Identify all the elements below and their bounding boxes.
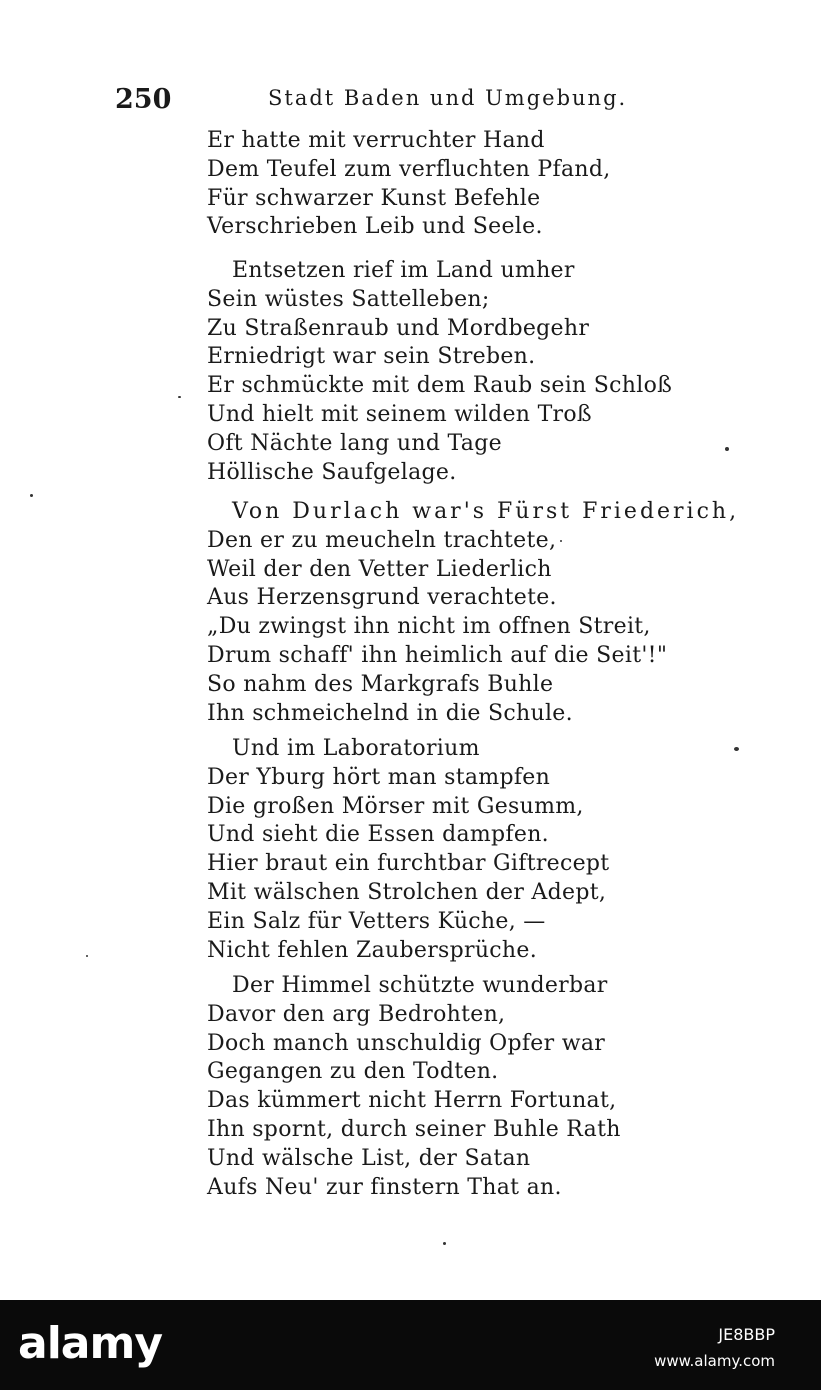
running-head: Stadt Baden und Umgebung.	[268, 86, 628, 110]
verse-line: Verschrieben Leib und Seele.	[207, 214, 543, 240]
verse-line: Und sieht die Essen dampfen.	[207, 822, 549, 848]
stanza-1	[207, 127, 611, 242]
verse-line: Sein wüstes Sattelleben;	[207, 286, 490, 312]
stanza-3	[207, 498, 739, 728]
stanza-4	[207, 735, 609, 965]
verse-line: Von Durlach war's Fürst Friederich,	[232, 499, 740, 524]
scan-speck	[178, 396, 181, 398]
scan-speck	[86, 955, 88, 957]
verse-line: Das kümmert nicht Herrn Fortunat,	[207, 1088, 617, 1114]
verse-line: „Du zwingst ihn nicht im offnen Streit,	[207, 614, 651, 640]
stanza-2	[207, 257, 672, 487]
page-number: 250	[115, 84, 172, 115]
verse-line: Aufs Neu' zur finstern That an.	[207, 1174, 562, 1200]
verse-line: Ihn spornt, durch seiner Buhle Rath	[207, 1116, 621, 1142]
stanza-5	[207, 972, 621, 1202]
scan-speck	[443, 1242, 446, 1245]
verse-line: Erniedrigt war sein Streben.	[207, 344, 536, 370]
image-id: JE8BBP	[718, 1325, 775, 1344]
verse-line: Drum schaff' ihn heimlich auf die Seit'!"	[207, 642, 668, 668]
verse-line: Aus Herzensgrund verachtete.	[207, 585, 557, 611]
verse-line: Entsetzen rief im Land umher	[232, 258, 575, 283]
verse-line: Doch manch unschuldig Opfer war	[207, 1030, 606, 1056]
verse-line: Und im Laboratorium	[232, 736, 480, 761]
verse-line: Und hielt mit seinem wilden Troß	[207, 401, 592, 427]
verse-line: Ihn schmeichelnd in die Schule.	[207, 700, 573, 726]
verse-line: Höllische Saufgelage.	[207, 459, 457, 485]
verse-line: Gegangen zu den Todten.	[207, 1059, 499, 1085]
verse-line: Für schwarzer Kunst Befehle	[207, 185, 541, 211]
verse-line: Er hatte mit verruchter Hand	[207, 128, 545, 153]
verse-line: Den er zu meucheln trachtete,	[207, 527, 557, 553]
verse-line: Davor den arg Bedrohten,	[207, 1001, 506, 1027]
scan-speck	[734, 747, 739, 751]
verse-line: Die großen Mörser mit Gesumm,	[207, 793, 584, 819]
watermark-url: www.alamy.com	[654, 1352, 775, 1370]
scan-speck	[560, 540, 562, 542]
verse-line: Oft Nächte lang und Tage	[207, 430, 502, 456]
verse-line: Dem Teufel zum verfluchten Pfand,	[207, 156, 611, 182]
alamy-logo: alamy	[18, 1318, 162, 1369]
scan-speck	[725, 447, 729, 451]
verse-line: Zu Straßenraub und Mordbegehr	[207, 315, 590, 341]
verse-line: Ein Salz für Vetters Küche, —	[207, 908, 546, 934]
scan-speck	[30, 494, 33, 497]
verse-line: Er schmückte mit dem Raub sein Schloß	[207, 373, 673, 399]
verse-line: Der Himmel schützte wunderbar	[232, 973, 608, 998]
verse-line: Weil der den Vetter Liederlich	[207, 556, 552, 582]
verse-line: Der Yburg hört man stampfen	[207, 764, 551, 790]
verse-line: Hier braut ein furchtbar Giftrecept	[207, 851, 610, 877]
verse-line: Und wälsche List, der Satan	[207, 1145, 531, 1171]
verse-line: So nahm des Markgrafs Buhle	[207, 671, 554, 697]
verse-line: Nicht fehlen Zaubersprüche.	[207, 937, 538, 963]
verse-line: Mit wälschen Strolchen der Adept,	[207, 879, 607, 905]
